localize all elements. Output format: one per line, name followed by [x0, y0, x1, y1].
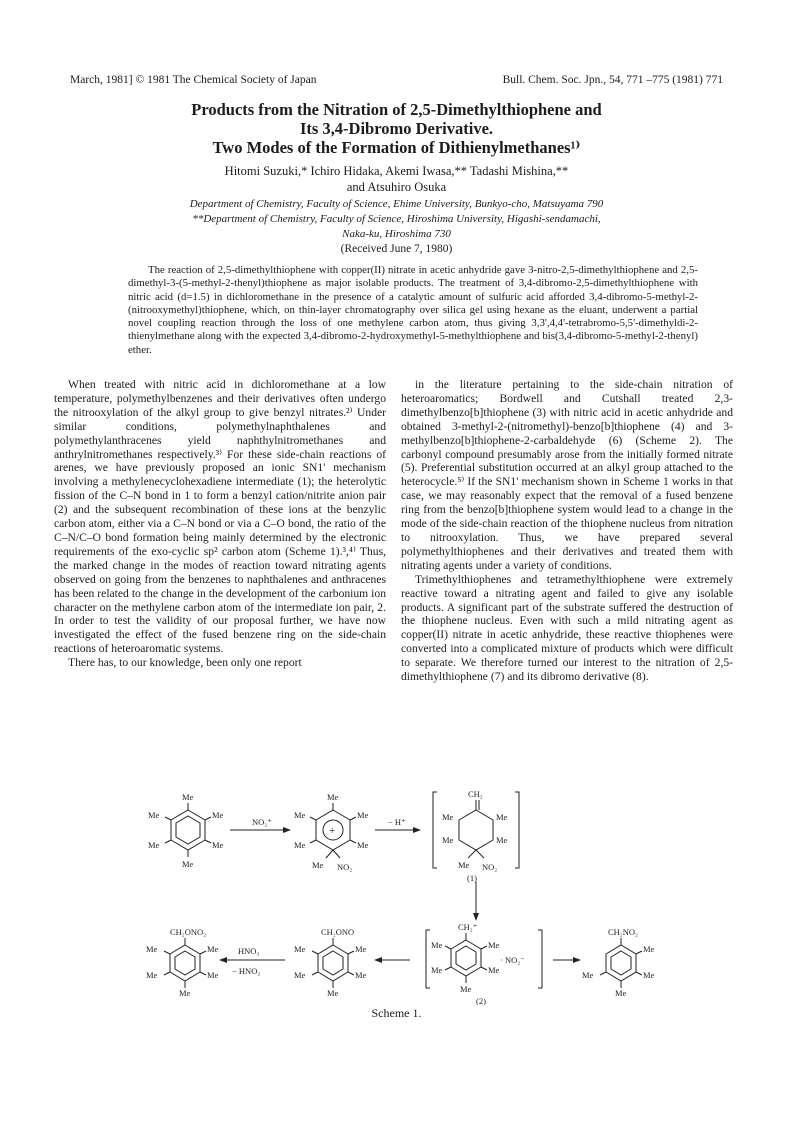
methyl-label: Me	[488, 940, 500, 950]
methyl-label: Me	[294, 840, 306, 850]
methyl-label: Me	[458, 860, 470, 870]
methyl-label: Me	[357, 840, 369, 850]
methyl-label: Me	[148, 840, 160, 850]
methyl-label: Me	[355, 944, 367, 954]
methylenecyclohexadiene-ring	[459, 810, 493, 850]
compound-label-2: (2)	[476, 996, 486, 1005]
nitromethyl-label: CH₂NO₂	[608, 927, 639, 937]
methyl-label: Me	[442, 812, 454, 822]
methyl-label: Me	[179, 988, 191, 998]
methyl-label: Me	[146, 944, 158, 954]
methyl-label: Me	[212, 810, 224, 820]
body-paragraph: in the literature pertaining to the side-chain nitration of heteroaromatics; Bordwell and Cutshall treated 2,3-dimethylbenzo[b]thiophene (3) with nitric acid in acetic anhydride and obtained 3-methyl-2-(nitromethyl)-benzo[b]thiophene (4) and 3-methylbenzo[b]thiophene-2-carbaldehyde (6) (Scheme 2). The carbonyl compound presumably arose from the initially formed nitrate (5). Preferential substitution occurred at an alkyl group attached to the heterocycle.⁵⁾ If the SN1' mechanism shown in Scheme 1 works in that case, we may reasonably expect that the removal of a fused benzene ring from the benzo[b]thiophene system would lead to a change in the mode of the side-chain reaction of the thiophene nucleus from nitration to nitrooxylation. Thus, we have prepared several polymethylthiophenes and their derivatives and treated them with nitrating agents under a variety of conditions.	[401, 378, 733, 572]
methylene-label: CH₂	[468, 789, 483, 799]
paper-title-line-1: Products from the Nitration of 2,5-Dimethylthiophene and	[191, 100, 602, 119]
methyl-label: Me	[327, 792, 339, 802]
compound-label-1: (1)	[467, 873, 477, 883]
paper-title-line-3: Two Modes of the Formation of Dithienylmethanes¹⁾	[212, 138, 581, 157]
reagent-label: HNO₃	[238, 946, 260, 956]
methyl-label: Me	[442, 835, 454, 845]
methyl-label: Me	[207, 944, 219, 954]
methyl-label: Me	[488, 965, 500, 975]
body-column-right	[401, 378, 733, 684]
reagent-label: NO₂⁺	[252, 817, 272, 827]
methyl-label: Me	[431, 940, 443, 950]
paper-title-line-2: Its 3,4-Dibromo Derivative.	[299, 119, 494, 138]
reagent-label: − HNO₂	[232, 966, 261, 976]
nitro-label: NO₂	[482, 862, 498, 872]
methyl-label: Me	[615, 988, 627, 998]
abstract: The reaction of 2,5-dimethylthiophene with copper(II) nitrate in acetic anhydride gave 3-nitro-2,5-dimethylthiophene and 2,5-dimethyl-3-(5-methyl-2-thenyl)thiophene as major isolable products. The treatment of 3,4-dibromo-2,5-dimethylthiophene with nitric acid (d=1.5) in dichloromethane in the presence of a catalytic amount of sulfuric acid afforded 3,4-dibromo-5-methyl-2-(nitrooxymethyl)thiophene, which, on thin-layer chromatography over silica gel using hexane as the eluant, underwent a partial novel coupling reaction through the loss of one methylene carbon atom, thus giving 3,3',4,4'-tetrabromo-5,5'-dimethyldi-2-thienylmethane along with the expected 3,4-dibromo-2-hydroxymethyl-5-methylthiophene and bis(3,4-dibromo-5-methyl-2-thenyl) ether.	[128, 264, 698, 356]
methyl-label: Me	[431, 965, 443, 975]
scheme-1-diagram	[0, 780, 793, 1005]
authors-line-1: Hitomi Suzuki,* Ichiro Hidaka, Akemi Iwasa,** Tadashi Mishina,**	[224, 164, 569, 178]
authors-line-2: and Atsuhiro Osuka	[346, 180, 447, 194]
plus-charge: +	[329, 825, 336, 837]
methyl-label: Me	[207, 970, 219, 980]
body-paragraph: There has, to our knowledge, been only one report	[68, 656, 302, 670]
running-header-left: March, 1981] © 1981 The Chemical Society of Japan	[70, 74, 317, 86]
methyl-label: Me	[312, 860, 324, 870]
nitrite-anion-label: · NO₂⁻	[500, 955, 525, 965]
affiliation-line-2: **Department of Chemistry, Faculty of Science, Hiroshima University, Higashi-sendamachi,	[192, 213, 601, 225]
reagent-label: − H⁺	[388, 817, 406, 827]
methyl-label: Me	[643, 944, 655, 954]
body-column-left	[54, 378, 386, 670]
methyl-label: Me	[460, 984, 472, 994]
scheme-caption: Scheme 1.	[371, 1006, 422, 1020]
methyl-label: Me	[294, 810, 306, 820]
received-date: (Received June 7, 1980)	[340, 243, 453, 255]
methyl-label: Me	[496, 812, 508, 822]
methyl-label: Me	[357, 810, 369, 820]
methyl-label: Me	[327, 988, 339, 998]
inner-ring	[176, 816, 200, 844]
body-paragraph: When treated with nitric acid in dichloromethane at a low temperature, polymethylbenzenes and their derivatives often undergo the nitrooxylation of the alkyl group to give benzyl nitrates.²⁾ Under similar conditions, polymethylnaphthalenes and polymethylanthracenes yield naphthylnitromethanes and anthrylnitromethanes respectively.³⁾ For these side-chain reactions of arenes, we have previously proposed an ionic SN1' mechanism involving a methylenecyclohexadiene intermediate (1); the heterolytic fission of the C–N bond in 1 to form a benzyl cation/nitrite anion pair (2) and the subsequent recombination of these ions at the benzylic carbon atom, either via a C–N bond or via a C–O bond, the ratio of the C–N/C–O bond formation being mainly determined by the electronic requirements of the exo-cyclic sp² carbon atom (Scheme 1).³,⁴⁾ Thus, the marked change in the modes of reaction toward nitrating agents observed on going from the benzenes to naphthalenes and anthracenes has been related to the change in the development of the carbonium ion character on the methylene carbon atom of the intermediate ion pair, 2. In order to test the validity of our proposal further, we have now investigated the effect of the fused benzene ring on the side-chain reactions of heteroaromatic systems.	[54, 378, 386, 656]
nitrite-ester-label: CH₂ONO	[321, 927, 355, 937]
methyl-label: Me	[294, 970, 306, 980]
methyl-label: Me	[582, 970, 594, 980]
affiliation-line-3: Naka-ku, Hiroshima 730	[342, 228, 451, 240]
benzyl-cation-label: CH₂⁺	[458, 922, 478, 932]
methyl-label: Me	[212, 840, 224, 850]
nitro-label: NO₂	[337, 862, 353, 872]
affiliation-line-1: Department of Chemistry, Faculty of Science, Ehime University, Bunkyo-cho, Matsuyama 790	[189, 198, 604, 210]
methyl-label: Me	[148, 810, 160, 820]
methyl-label: Me	[643, 970, 655, 980]
body-paragraph: Trimethylthiophenes and tetramethylthiophene were extremely reactive toward a nitrating agent and failed to give any isolable products. A significant part of the substrate suffered the destruction of the thiophene nucleus. Even with such a mild nitrating agent as copper(II) nitrate in acetic anhydride, these reactive thiophenes were converted into a complicated mixture of products which were difficult to separate. We therefore turned our interest to the nitration of 2,5-dimethylthiophene (7) and its dibromo derivative (8).	[401, 572, 733, 684]
methyl-label: Me	[182, 792, 194, 802]
methyl-label: Me	[496, 835, 508, 845]
methyl-label: Me	[355, 970, 367, 980]
methyl-label: Me	[182, 859, 194, 869]
running-header-right: Bull. Chem. Soc. Jpn., 54, 771 –775 (1981) 771	[502, 74, 723, 86]
methyl-label: Me	[294, 944, 306, 954]
nitrate-ester-label: CH₂ONO₂	[170, 927, 207, 937]
methyl-label: Me	[146, 970, 158, 980]
